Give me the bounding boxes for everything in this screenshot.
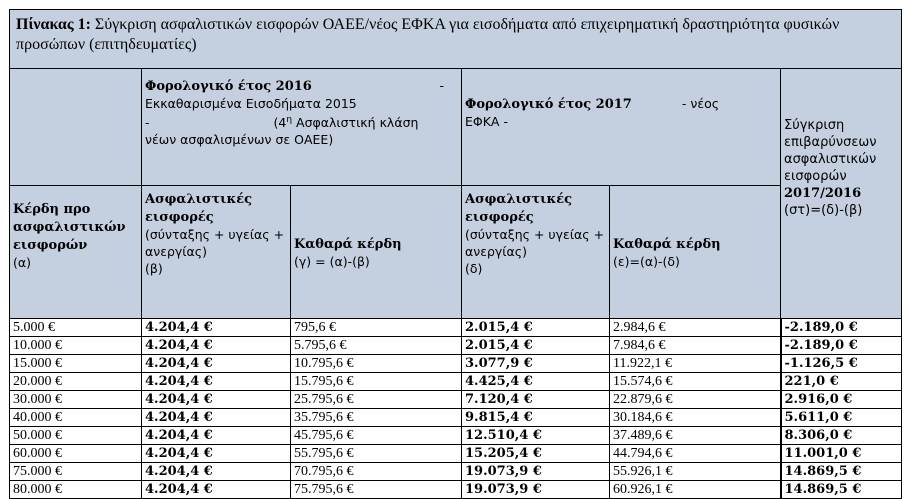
table-cell: 4.204,4 € <box>142 373 291 391</box>
table-row <box>10 319 902 337</box>
table-cell: 40.000 € <box>10 409 142 427</box>
year2016-line3-a: (4 <box>273 115 287 131</box>
table-cell: 4.425,4 € <box>462 373 610 391</box>
table-cell: 60.000 € <box>10 445 142 463</box>
table-cell: 19.073,9 € <box>462 481 610 499</box>
table-row <box>10 355 902 373</box>
header-col-c <box>291 186 462 319</box>
table-row <box>10 391 902 409</box>
table-cell: -1.126,5 € <box>781 355 902 373</box>
table-cell: 7.120,4 € <box>462 391 610 409</box>
table-cell: 15.574,6 € <box>610 373 781 391</box>
table-cell: 8.306,0 € <box>781 427 902 445</box>
table-cell: 10.000 € <box>10 337 142 355</box>
table-cell: 4.204,4 € <box>142 391 291 409</box>
col-d-note: (σύνταξης + υγείας + ανεργίας) <box>465 227 605 259</box>
year2016-line3 <box>154 115 419 130</box>
table-cell: 2.015,4 € <box>462 319 610 337</box>
table-cell: 60.926,1 € <box>610 481 781 499</box>
table-cell: 37.489,6 € <box>610 427 781 445</box>
table-cell: 80.000 € <box>10 481 142 499</box>
header-year-2016 <box>142 69 462 186</box>
header-col-a <box>10 186 142 319</box>
table-cell: 50.000 € <box>10 427 142 445</box>
col-d-title: Ασφαλιστικές εισφορές <box>465 192 573 225</box>
table-cell: 4.204,4 € <box>142 427 291 445</box>
table-cell: 75.000 € <box>10 463 142 481</box>
compare-bold: 2017/2016 <box>784 186 862 201</box>
header-blank-cell <box>10 69 142 186</box>
table-cell: 221,0 € <box>781 373 902 391</box>
year2017-line2: ΕΦΚΑ - <box>465 114 508 129</box>
table-cell: 9.815,4 € <box>462 409 610 427</box>
contributions-table <box>9 9 902 499</box>
table-cell: 55.795,6 € <box>291 445 462 463</box>
table-cell: 45.795,6 € <box>291 427 462 445</box>
table-cell: 14.869,5 € <box>781 481 902 499</box>
table-cell: 19.073,9 € <box>462 463 610 481</box>
table-row <box>10 463 902 481</box>
table-cell: 22.879,6 € <box>610 391 781 409</box>
header-compare <box>781 69 902 319</box>
col-e-title: Καθαρά κέρδη <box>613 236 721 252</box>
table-cell: 5.611,0 € <box>781 409 902 427</box>
col-d-letter: (δ) <box>465 261 483 276</box>
year2017-rest: - νέος <box>681 96 720 111</box>
col-a-title: Κέρδη προ ασφαλιστικών εισφορών <box>13 202 126 253</box>
table-cell: 12.510,4 € <box>462 427 610 445</box>
col-b-letter: (β) <box>145 261 163 276</box>
header-col-b <box>142 186 291 319</box>
table-cell: 4.204,4 € <box>142 319 291 337</box>
table-row <box>10 427 902 445</box>
table-cell: 55.926,1 € <box>610 463 781 481</box>
header-col-e <box>610 186 781 319</box>
year2016-line2: Εκκαθαρισμένα Εισοδήματα 2015 <box>145 96 357 111</box>
table-cell: 15.205,4 € <box>462 445 610 463</box>
table-cell: -2.189,0 € <box>781 337 902 355</box>
year2017-title: Φορολογικό έτος 2017 <box>465 97 632 112</box>
document-table-wrapper <box>9 9 901 499</box>
table-cell: 11.001,0 € <box>781 445 902 463</box>
table-cell: 2.916,0 € <box>781 391 902 409</box>
table-cell: 14.869,5 € <box>781 463 902 481</box>
table-cell: 4.204,4 € <box>142 445 291 463</box>
year2016-sup: η <box>286 115 293 125</box>
table-cell: 5.000 € <box>10 319 142 337</box>
table-cell: 7.984,6 € <box>610 337 781 355</box>
table-cell: 10.795,6 € <box>291 355 462 373</box>
table-title <box>10 10 902 69</box>
compare-formula: (στ)=(δ)-(β) <box>784 203 863 218</box>
table-row <box>10 481 902 499</box>
table-cell: 35.795,6 € <box>291 409 462 427</box>
year2016-title: Φορολογικό έτος 2016 <box>145 79 312 94</box>
year2016-dash: - <box>439 78 444 93</box>
table-cell: 75.795,6 € <box>291 481 462 499</box>
table-cell: 30.184,6 € <box>610 409 781 427</box>
table-cell: 20.000 € <box>10 373 142 391</box>
table-row <box>10 409 902 427</box>
table-cell: 44.794,6 € <box>610 445 781 463</box>
col-b-note: (σύνταξης + υγείας + ανεργίας) <box>145 227 285 259</box>
table-cell: 4.204,4 € <box>142 337 291 355</box>
table-cell: 4.204,4 € <box>142 355 291 373</box>
table-cell: 3.077,9 € <box>462 355 610 373</box>
table-row <box>10 337 902 355</box>
table-title-label: Πίνακας 1: <box>16 16 91 33</box>
table-cell: 4.204,4 € <box>142 463 291 481</box>
table-cell: 4.204,4 € <box>142 409 291 427</box>
table-cell: 2.984,6 € <box>610 319 781 337</box>
table-cell: 30.000 € <box>10 391 142 409</box>
table-cell: 70.795,6 € <box>291 463 462 481</box>
table-cell: 5.795,6 € <box>291 337 462 355</box>
table-cell: 4.204,4 € <box>142 481 291 499</box>
table-cell: 11.922,1 € <box>610 355 781 373</box>
col-c-note: (γ) = (α)-(β) <box>294 253 370 269</box>
col-b-title: Ασφαλιστικές εισφορές <box>145 192 253 225</box>
col-a-note: (α) <box>13 255 31 270</box>
table-cell: 15.795,6 € <box>291 373 462 391</box>
table-title-text: Σύγκριση ασφαλιστικών εισφορών ΟΑΕΕ/νέος ΕΦΚΑ για εισοδήματα από επιχειρηματική δραστηριότητα φυσικών προσώπων (επιτηδευματίες) <box>16 16 840 53</box>
table-cell: -2.189,0 € <box>781 319 902 337</box>
table-cell: 15.000 € <box>10 355 142 373</box>
header-col-d <box>462 186 610 319</box>
year2016-line3-b: Ασφαλιστική κλάση <box>292 115 419 131</box>
table-row <box>10 445 902 463</box>
col-c-title: Καθαρά κέρδη <box>294 236 402 252</box>
compare-line1: Σύγκριση επιβαρύνσεων ασφαλιστικών εισφορών <box>784 118 877 184</box>
table-row <box>10 373 902 391</box>
header-year-2017 <box>462 69 781 186</box>
year2016-dash2: - <box>145 115 150 131</box>
year2016-line4: νέων ασφαλισμένων σε ΟΑΕΕ) <box>145 132 334 148</box>
col-e-note: (ε)=(α)-(δ) <box>613 253 680 269</box>
table-cell: 2.015,4 € <box>462 337 610 355</box>
table-cell: 25.795,6 € <box>291 391 462 409</box>
table-cell: 795,6 € <box>291 319 462 337</box>
table-body <box>10 319 902 499</box>
